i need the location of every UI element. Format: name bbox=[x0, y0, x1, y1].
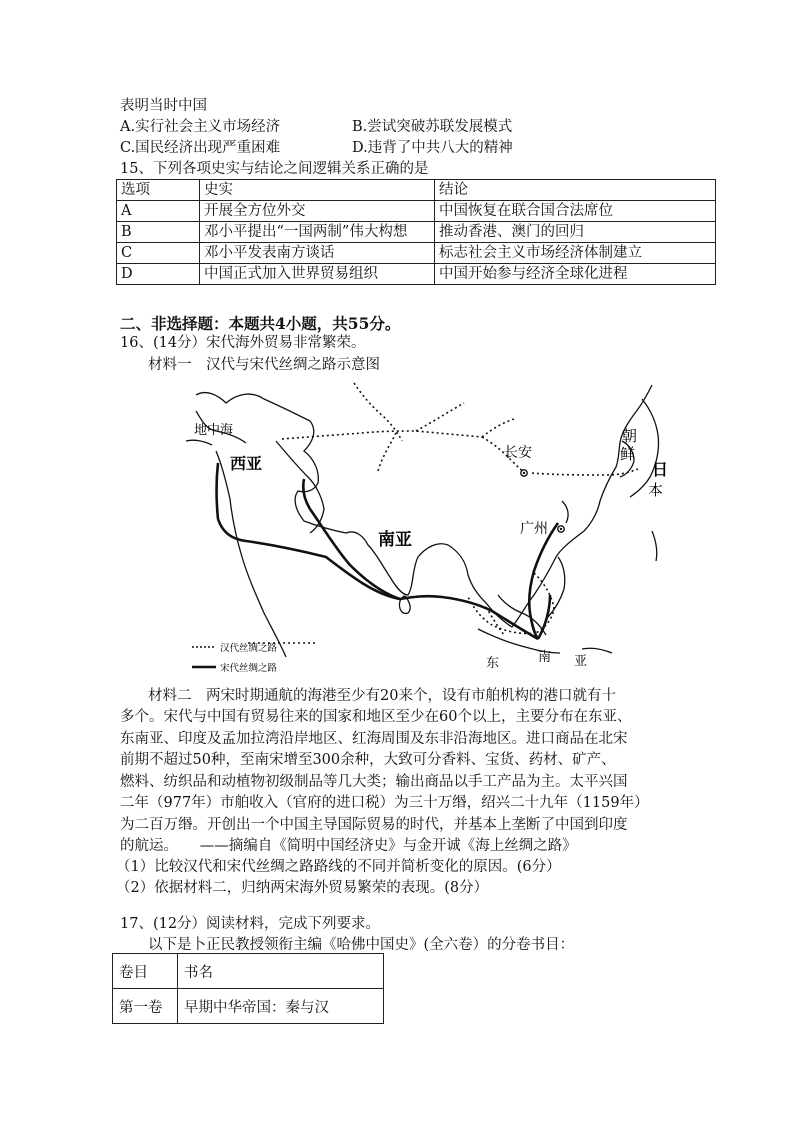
table-row bbox=[117, 264, 716, 285]
row-c-conclusion: 标志社会主义市场经济体制建立 bbox=[435, 243, 716, 264]
row-b-option: B bbox=[117, 222, 200, 243]
q14-stem-tail: 表明当时中国 bbox=[120, 98, 207, 114]
q14-option-d: D.违背了中共八大的精神 bbox=[352, 140, 513, 156]
header-title: 书名 bbox=[178, 954, 384, 989]
q14-option-c: C.国民经济出现严重困难 bbox=[120, 140, 281, 156]
row-volume: 第一卷 bbox=[113, 989, 178, 1024]
coastlines bbox=[186, 385, 659, 657]
label-mediterranean: 地中海 bbox=[194, 423, 234, 438]
label-se-asia-2: 南 bbox=[538, 650, 552, 665]
label-korea-1: 朝 bbox=[622, 427, 638, 445]
label-se-asia-3: 亚 bbox=[574, 654, 588, 669]
table-row bbox=[117, 243, 716, 264]
q16-material2-line-4: 前期不超过50种，至南宋增至300余种，大致可分香料、宝货、药材、矿产、 bbox=[120, 752, 616, 768]
table-row bbox=[117, 201, 716, 222]
q16-material2-line-7: 为二百万缗。开创出一个中国主导国际贸易的时代，并基本上垄断了中国到印度 bbox=[120, 817, 628, 833]
q16-material2-line-6: 二年（977年）市舶收入（官府的进口税）为三十万缗，绍兴二十九年（1159年） bbox=[120, 795, 649, 811]
q16-subquestion-2: （2）依据材料二，归纳两宋海外贸易繁荣的表现。(8分） bbox=[116, 880, 489, 896]
row-a-fact: 开展全方位外交 bbox=[200, 201, 435, 222]
row-d-conclusion: 中国开始参与经济全球化进程 bbox=[435, 264, 716, 285]
label-korea-2: 鲜 bbox=[620, 445, 636, 463]
row-b-fact: 邓小平提出“一国两制”伟大构想 bbox=[200, 222, 435, 243]
label-south-asia: 南亚 bbox=[378, 530, 412, 550]
q16-material2-line-2: 多个。宋代与中国有贸易往来的国家和地区至少在60个以上，主要分布在东亚、 bbox=[120, 709, 632, 725]
silk-road-map bbox=[186, 381, 670, 677]
table-row bbox=[113, 989, 384, 1024]
q16-material2-line-5: 燃料、纺织品和动植物初级制品等几大类；输出商品以手工产品为主。太平兴国 bbox=[120, 774, 628, 790]
changan-dot bbox=[523, 472, 525, 474]
q16-material1-title: 材料一 汉代与宋代丝绸之路示意图 bbox=[148, 357, 380, 373]
q17-table bbox=[112, 953, 384, 1024]
legend-song-label: 宋代丝绸之路 bbox=[220, 663, 278, 674]
q14-option-b: B.尝试突破苏联发展模式 bbox=[352, 119, 513, 135]
row-c-fact: 邓小平发表南方谈话 bbox=[200, 243, 435, 264]
header-volume: 卷目 bbox=[113, 954, 178, 989]
han-route bbox=[248, 383, 638, 643]
row-title: 早期中华帝国：秦与汉 bbox=[178, 989, 384, 1024]
q16-stem: 16、(14分）宋代海外贸易非常繁荣。 bbox=[120, 335, 366, 351]
map-legend bbox=[192, 642, 278, 674]
q16-material2-line-3: 东南亚、印度及孟加拉湾沿岸地区、红海周围及东非沿海地区。进口商品在北宋 bbox=[120, 731, 628, 747]
q15-stem: 15、下列各项史实与结论之间逻辑关系正确的是 bbox=[120, 161, 429, 177]
q17-stem: 17、(12分）阅读材料，完成下列要求。 bbox=[120, 916, 381, 932]
q17-intro: 以下是卜正民教授领衔主编《哈佛中国史》(全六卷）的分卷书目： bbox=[148, 937, 575, 953]
q16-material2-line-8: 的航运。 ——摘编自《简明中国经济史》与金开诚《海上丝绸之路》 bbox=[120, 838, 577, 854]
q16-material2-line-1: 材料二 两宋时期通航的海港至少有20来个，设有市舶机构的港口就有十 bbox=[148, 688, 616, 704]
header-conclusion: 结论 bbox=[435, 180, 716, 201]
q14-option-a: A.实行社会主义市场经济 bbox=[120, 119, 281, 135]
row-a-option: A bbox=[117, 201, 200, 222]
label-japan-1: 日 bbox=[652, 460, 669, 479]
header-option: 选项 bbox=[117, 180, 200, 201]
q15-table bbox=[116, 179, 716, 285]
label-guangzhou: 广州 bbox=[520, 521, 548, 537]
table-header-row bbox=[113, 954, 384, 989]
legend-han-label: 汉代丝绸之路 bbox=[220, 643, 278, 654]
label-japan-2: 本 bbox=[648, 481, 664, 499]
label-se-asia-1: 东 bbox=[486, 656, 500, 671]
label-changan: 长安 bbox=[504, 445, 532, 461]
label-west-asia: 西亚 bbox=[230, 454, 263, 473]
table-row bbox=[117, 222, 716, 243]
table-header-row bbox=[117, 180, 716, 201]
header-fact: 史实 bbox=[200, 180, 435, 201]
row-d-option: D bbox=[117, 264, 200, 285]
row-d-fact: 中国正式加入世界贸易组织 bbox=[200, 264, 435, 285]
row-a-conclusion: 中国恢复在联合国合法席位 bbox=[435, 201, 716, 222]
row-b-conclusion: 推动香港、澳门的回归 bbox=[435, 222, 716, 243]
guangzhou-dot bbox=[560, 528, 562, 530]
section-heading: 二、非选择题：本题共4小题，共55分。 bbox=[120, 314, 401, 333]
song-route bbox=[217, 463, 559, 639]
row-c-option: C bbox=[117, 243, 200, 264]
q16-subquestion-1: （1）比较汉代和宋代丝绸之路路线的不同并简析变化的原因。(6分） bbox=[116, 859, 561, 875]
